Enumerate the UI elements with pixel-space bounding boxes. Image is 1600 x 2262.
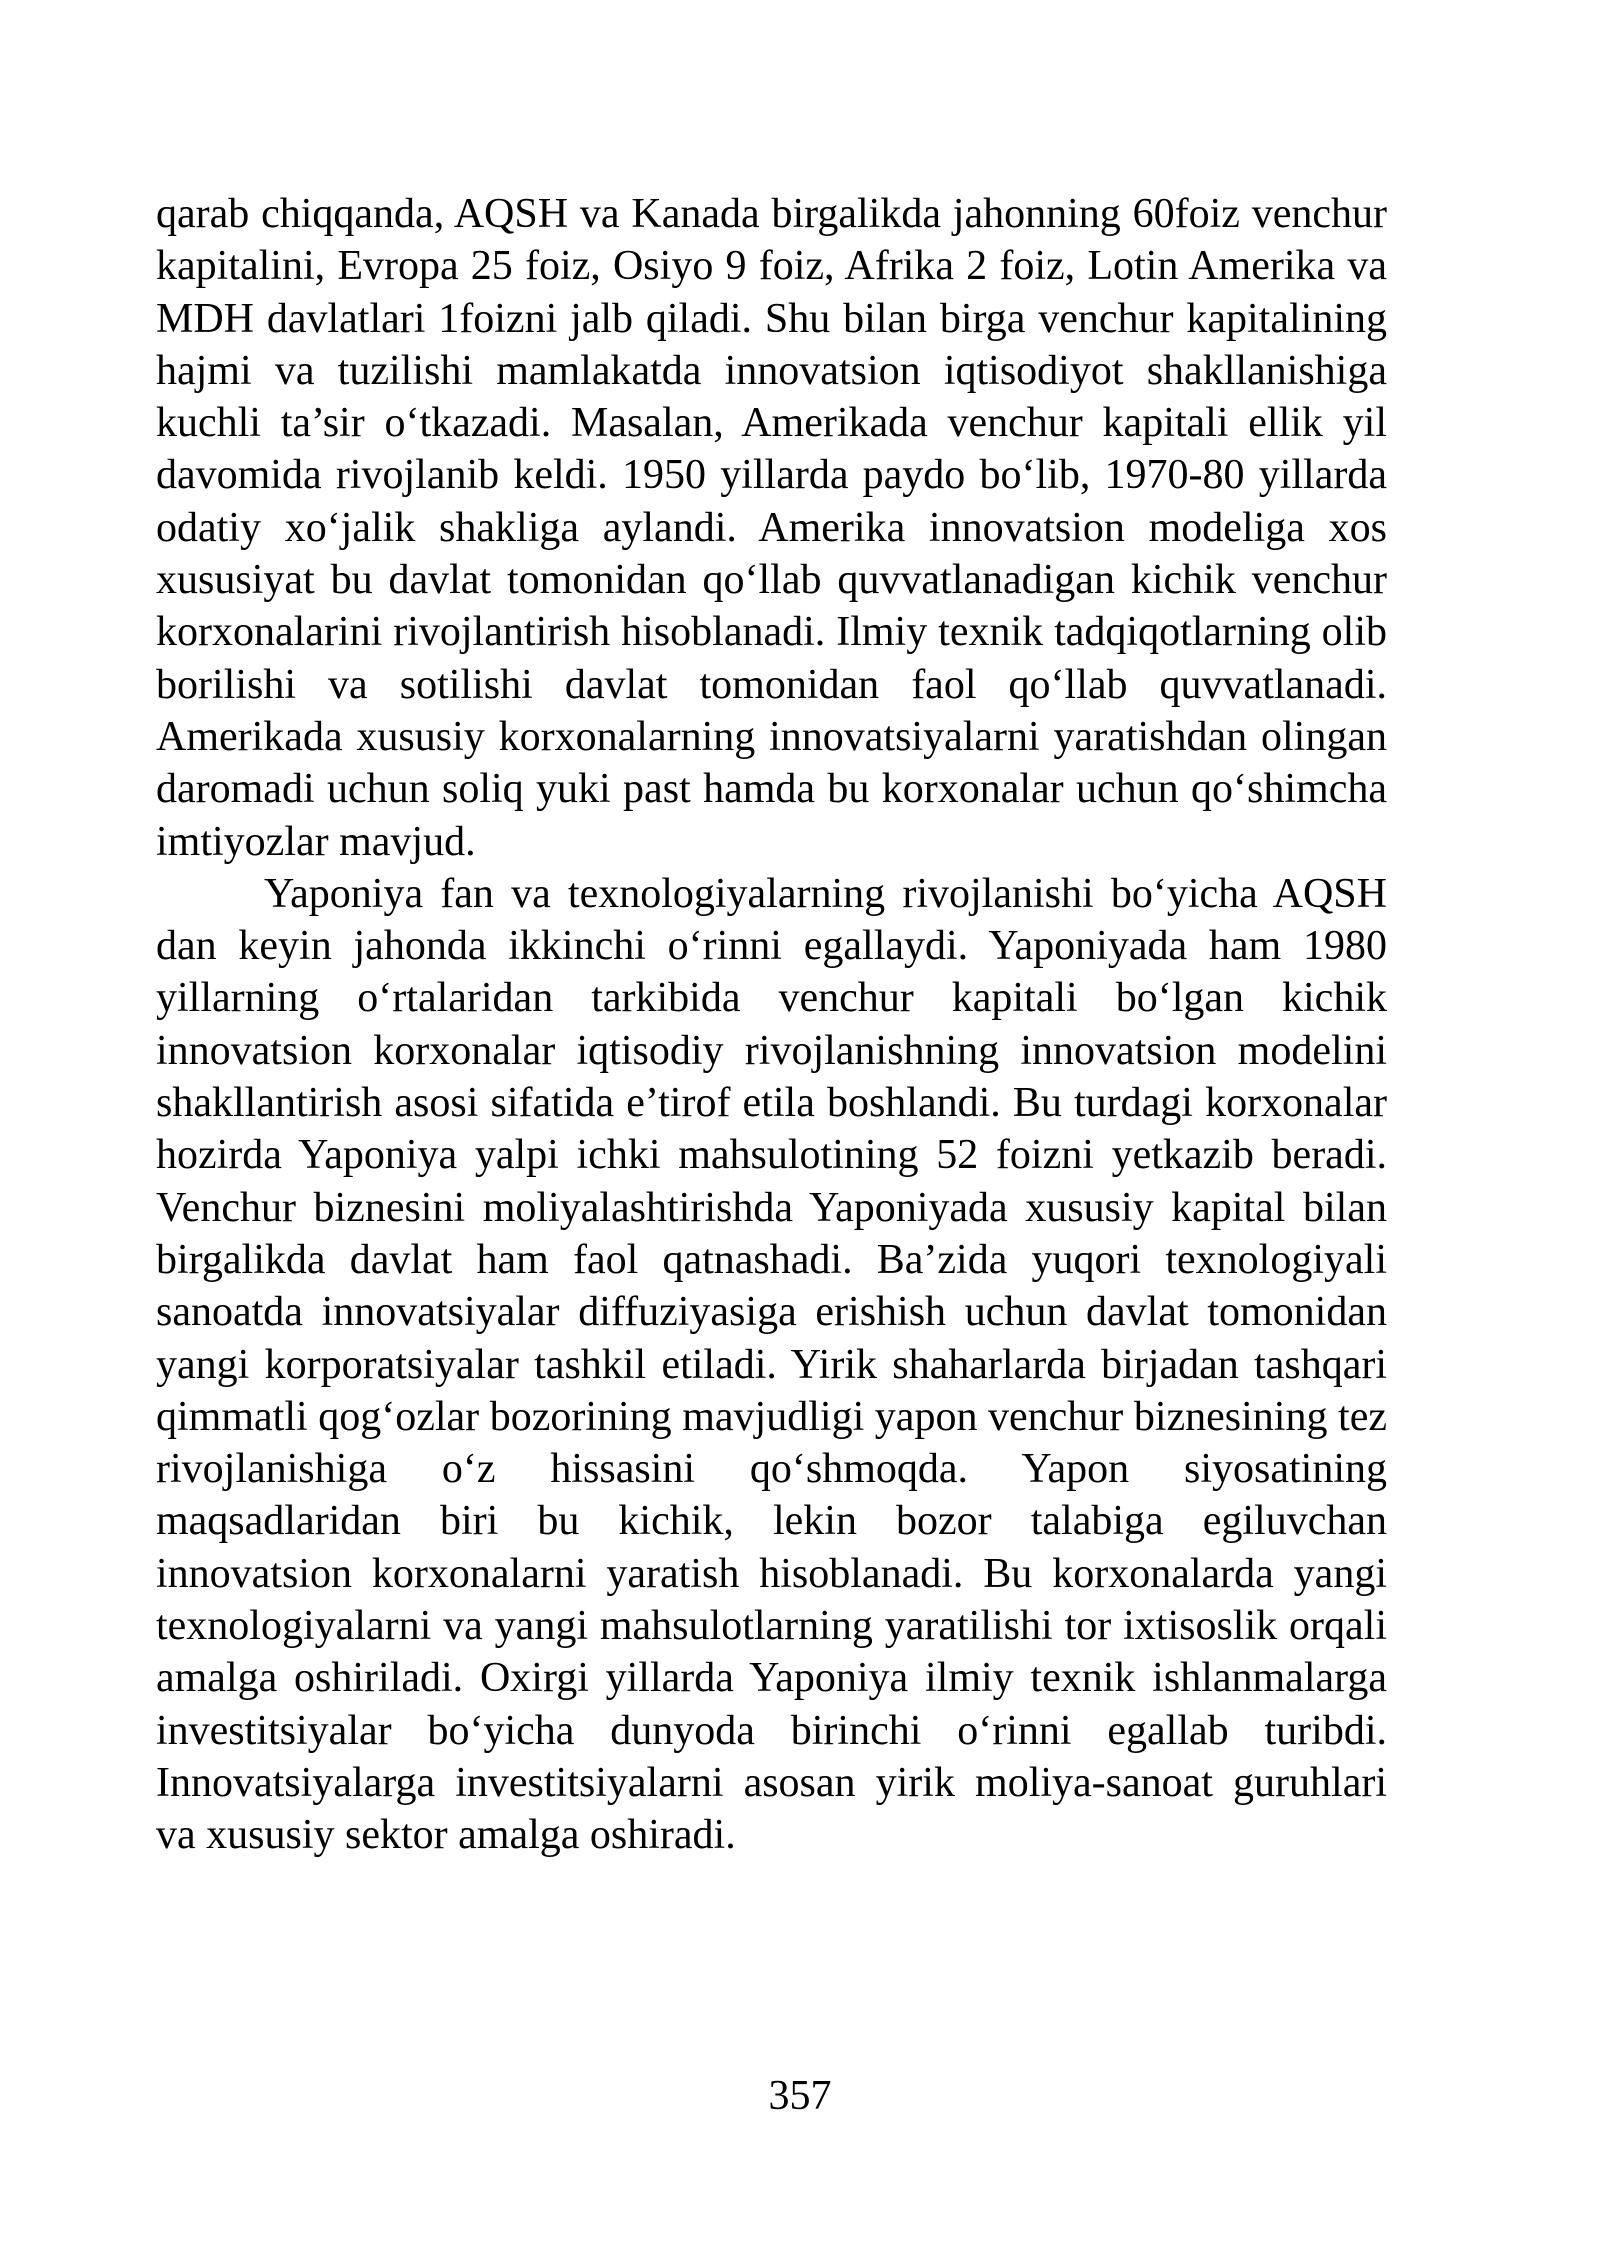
page-number: 357 [768, 2073, 832, 2119]
body-text [156, 188, 1387, 1862]
paragraph-japan-innovation: Yaponiya fan va texnologiyalarning rivojlanishi bo‘yicha AQSH dan keyin jahonda ikkinchi o‘rinni egallaydi. Yaponiyada ham 1980 yillarning o‘rtalaridan tarkibida venchur kapitali bo‘lgan kichik innovatsion korxonalar iqtisodiy rivojlanishning innovatsion modelini shakllantirish asosi sifatida e’tirof etila boshlandi. Bu turdagi korxonalar hozirda Yaponiya yalpi ichki mahsulotining 52 foizni yetkazib beradi. Venchur biznesini moliyalashtirishda Yaponiyada xususiy kapital bilan birgalikda davlat ham faol qatnashadi. Ba’zida yuqori texnologiyali sanoatda innovatsiyalar diffuziyasiga erishish uchun davlat tomonidan yangi korporatsiyalar tashkil etiladi. Yirik shaharlarda birjadan tashqari qimmatli qog‘ozlar bozorining mavjudligi yapon venchur biznesining tez rivojlanishiga o‘z hissasini qo‘shmoqda. Yapon siyosatining maqsadlaridan biri bu kichik, lekin bozor talabiga egiluvchan innovatsion korxonalarni yaratish hisoblanadi. Bu korxonalarda yangi texnologiyalarni va yangi mahsulotlarning yaratilishi tor ixtisoslik orqali amalga oshiriladi. Oxirgi yillarda Yaponiya ilmiy texnik ishlanmalarga investitsiyalar bo‘yicha dunyoda birinchi o‘rinni egallab turibdi. Innovatsiyalarga investitsiyalarni asosan yirik moliya-sanoat guruhlari va xususiy sektor amalga oshiradi. [156, 870, 1387, 1859]
paragraph-venture-capital-america: qarab chiqqanda, AQSH va Kanada birgalikda jahonning 60foiz venchur kapitalini, Evropa 25 foiz, Osiyo 9 foiz, Afrika 2 foiz, Lotin Amerika va MDH davlatlari 1foizni jalb qiladi. Shu bilan birga venchur kapitalining hajmi va tuzilishi mamlakatda innovatsion iqtisodiyot shakllanishiga kuchli ta’sir o‘tkazadi. Masalan, Amerikada venchur kapitali ellik yil davomida rivojlanib keldi. 1950 yillarda paydo bo‘lib, 1970-80 yillarda odatiy xo‘jalik shakliga aylandi. Amerika innovatsion modeliga xos xususiyat bu davlat tomonidan qo‘llab quvvatlanadigan kichik venchur korxonalarini rivojlantirish hisoblanadi. Ilmiy texnik tadqiqotlarning olib borilishi va sotilishi davlat tomonidan faol qo‘llab quvvatlanadi. Amerikada xususiy korxonalarning innovatsiyalarni yaratishdan olingan daromadi uchun soliq yuki past hamda bu korxonalar uchun qo‘shimcha imtiyozlar mavjud. [156, 191, 1387, 865]
